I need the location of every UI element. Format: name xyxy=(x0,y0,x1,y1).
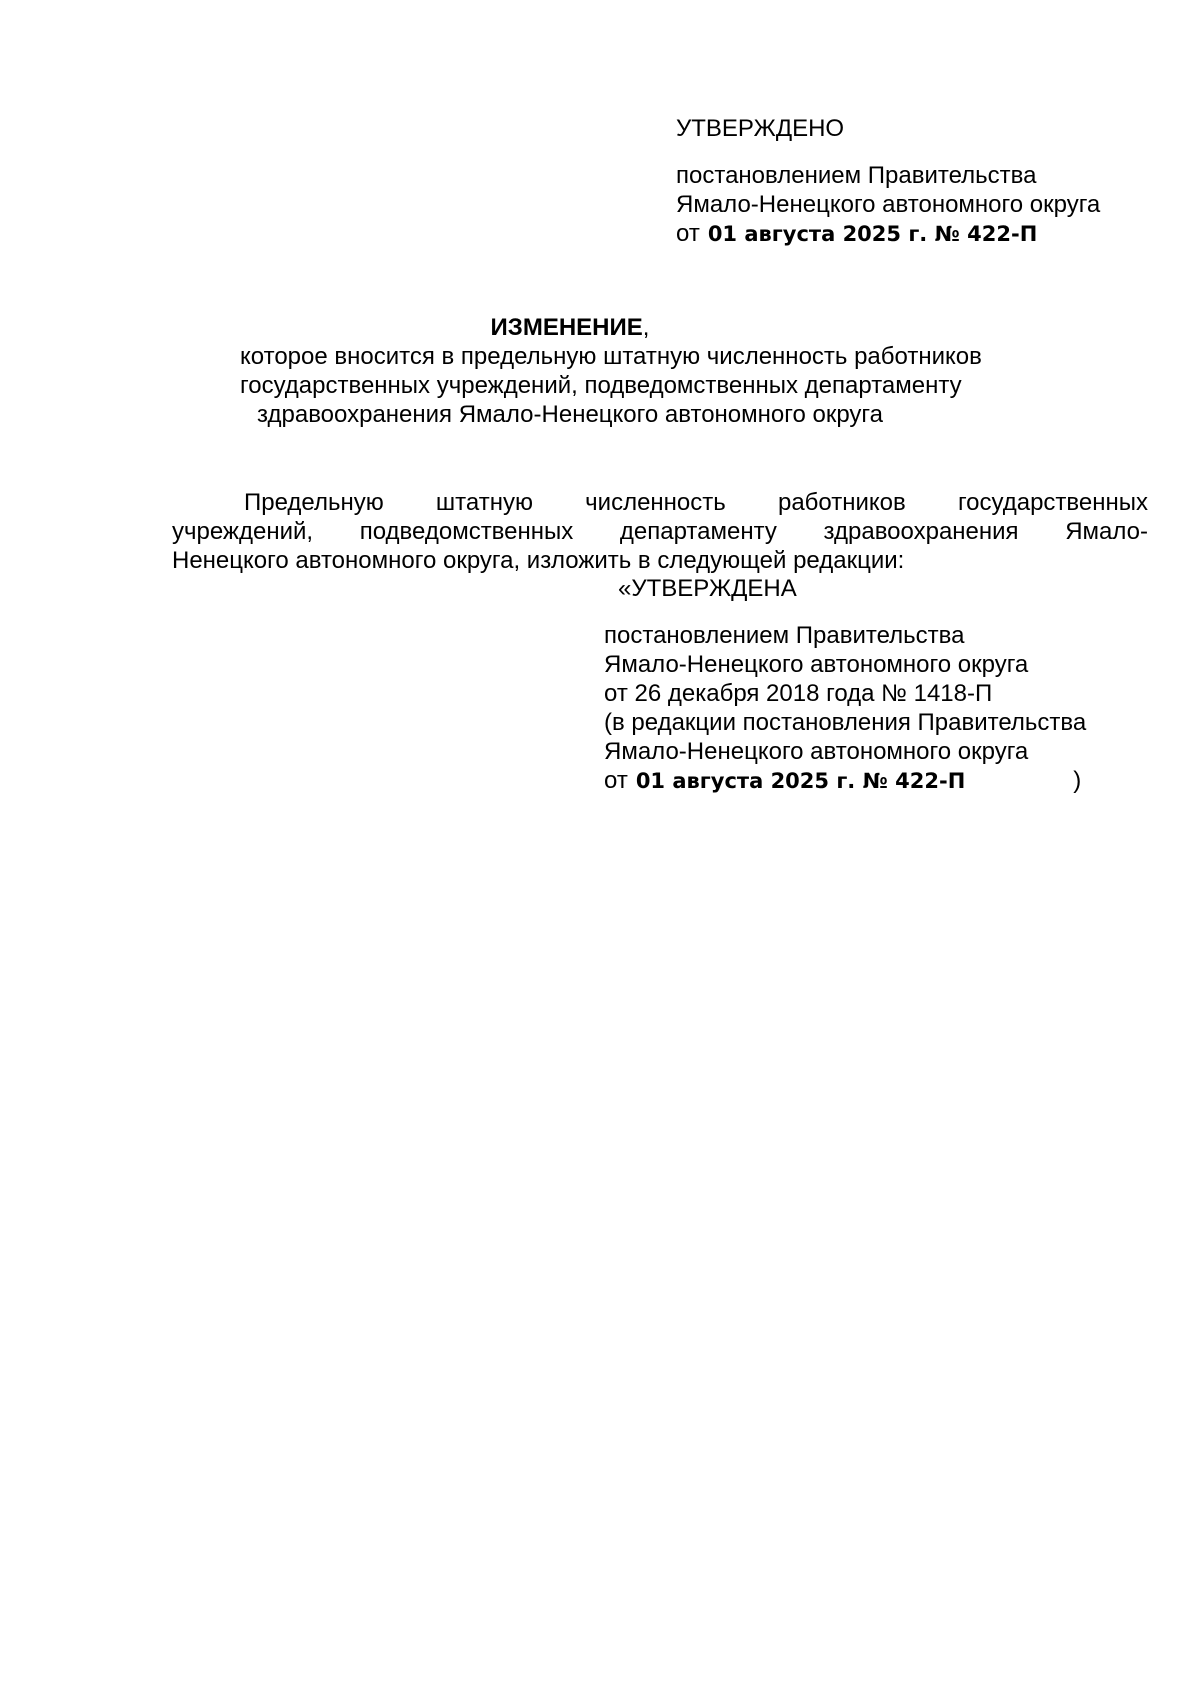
quoted-approval-line-2: Ямало-Ненецкого автономного округа xyxy=(604,651,1029,678)
heading-title-suffix: , xyxy=(642,314,650,341)
heading-title: ИЗМЕНЕНИЕ xyxy=(490,314,643,341)
heading-title-line xyxy=(240,313,900,342)
quoted-approval-line-1: постановлением Правительства xyxy=(604,622,965,649)
body-line-3: Ненецкого автономного округа, изложить в следующей редакции: xyxy=(172,547,905,574)
heading-line-3: здравоохранения Ямало-Ненецкого автономного округа xyxy=(257,401,883,428)
heading-line-1: которое вносится в предельную штатную численность работников xyxy=(240,343,982,370)
body-line-2: учреждений, подведомственных департаменту здравоохранения Ямало- xyxy=(172,518,1148,545)
spacer xyxy=(604,603,1086,621)
spacer xyxy=(676,143,1100,161)
quoted-approval-line-3: от 26 декабря 2018 года № 1418-П xyxy=(604,680,993,707)
document-heading xyxy=(240,313,982,429)
heading-line-2: государственных учреждений, подведомственных департаменту xyxy=(240,372,962,399)
quoted-approval-date-prefix: от xyxy=(604,767,628,794)
approval-date-number: 01 августа 2025 г. № 422-П xyxy=(707,222,1038,246)
approval-label: УТВЕРЖДЕНО xyxy=(676,115,845,142)
quoted-approval-block xyxy=(604,574,1086,796)
quoted-approval-line-4: (в редакции постановления Правительства xyxy=(604,709,1087,736)
approval-date-prefix: от xyxy=(676,220,700,247)
quoted-approval-date-number: 01 августа 2025 г. № 422-П xyxy=(635,769,966,793)
body-paragraph xyxy=(172,488,1148,575)
body-line-1: Предельную штатную численность работников государственных xyxy=(244,489,1148,516)
quoted-approval-date-line xyxy=(604,766,1086,796)
quoted-approval-label: «УТВЕРЖДЕНА xyxy=(618,575,797,602)
approval-line-2: Ямало-Ненецкого автономного округа xyxy=(676,191,1101,218)
approval-block xyxy=(676,114,1100,249)
quoted-approval-closing: ) xyxy=(1073,767,1082,794)
approval-date-line xyxy=(676,219,1100,249)
approval-line-1: постановлением Правительства xyxy=(676,162,1037,189)
quoted-approval-line-5: Ямало-Ненецкого автономного округа xyxy=(604,738,1029,765)
